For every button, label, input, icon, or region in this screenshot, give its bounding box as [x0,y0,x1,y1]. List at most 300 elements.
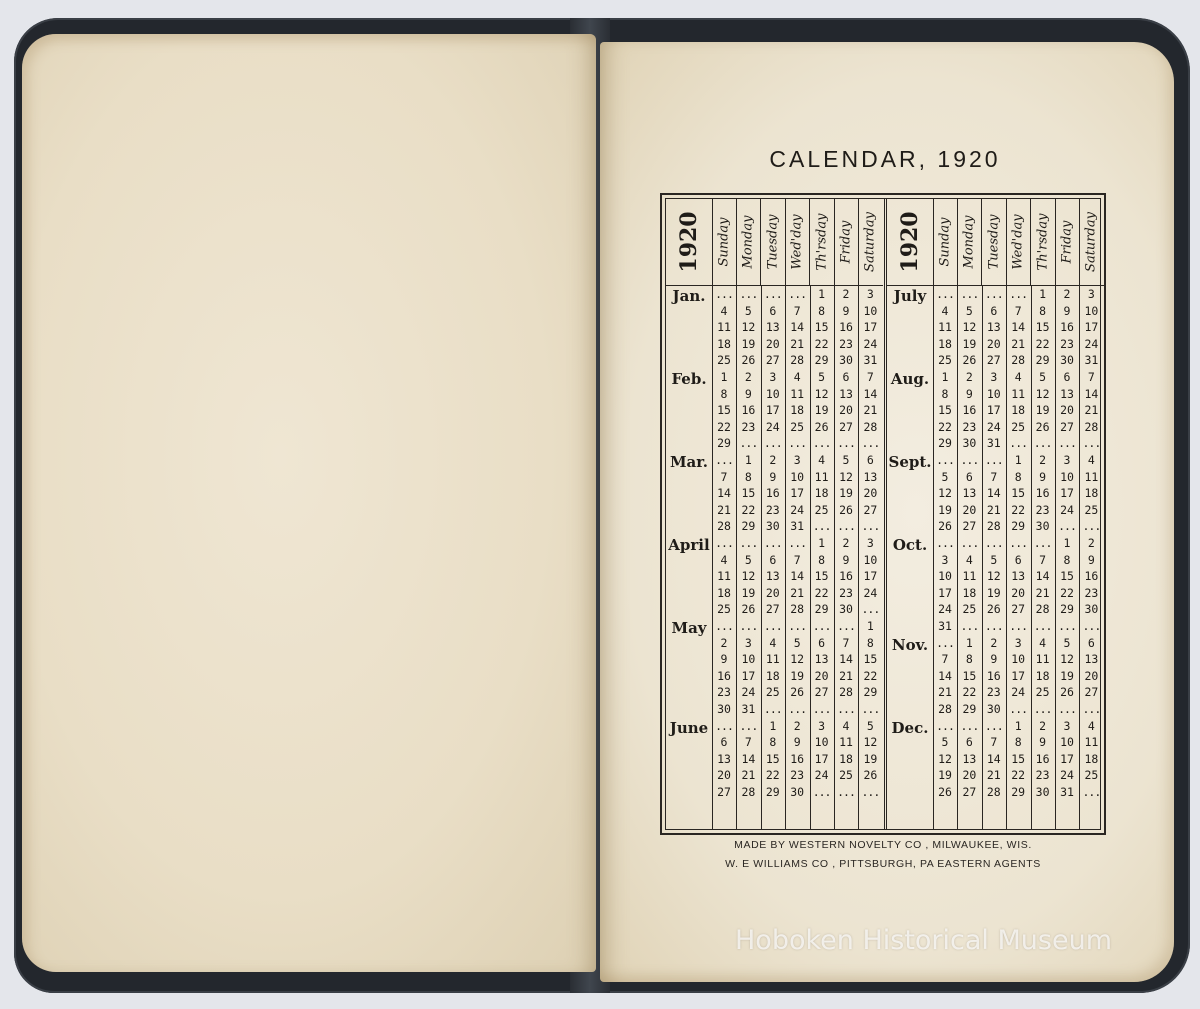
day-number: 20 [839,403,853,418]
day-number: 8 [1014,735,1022,750]
day-number: 9 [744,386,752,401]
day-number: 8 [965,652,973,667]
day-header-label: Sunday [937,217,953,267]
maker-imprint: MADE BY WESTERN NOVELTY CO , MILWAUKEE, WIS. [734,839,1032,851]
day-number: 28 [938,702,952,716]
day-number: 10 [986,386,1001,401]
day-number: 6 [1087,635,1095,650]
day-number: 22 [814,585,829,600]
day-header-wedday [785,199,810,285]
day-number: 10 [1084,303,1099,318]
day-number: 25 [1084,768,1099,783]
day-number: 31 [741,702,756,716]
day-number: 15 [1060,569,1074,584]
day-number: 27 [765,602,780,617]
day-header-label: Th'rsday [814,213,830,271]
day-number: 11 [717,320,731,335]
day-number: ... [715,718,733,733]
day-number: 21 [938,685,952,700]
day-number: 14 [1011,320,1026,335]
day-number: ... [837,785,855,799]
day-number: 15 [1011,486,1026,501]
day-number: 15 [1011,751,1026,766]
day-number: ... [763,436,782,451]
day-number: 30 [1084,602,1099,617]
day-number: 23 [1084,585,1099,600]
day-number: ... [1082,785,1101,799]
day-number: ... [984,287,1003,301]
day-number: 7 [1087,370,1095,384]
day-number: 25 [717,353,731,368]
day-number: 29 [1060,602,1074,617]
day-number: 17 [814,751,829,766]
day-number: 21 [790,585,805,600]
day-number: 26 [814,419,829,434]
day-number: ... [1009,436,1028,451]
day-number: 28 [839,685,853,700]
day-number: 22 [1011,502,1026,517]
day-number: ... [1082,436,1101,451]
day-number: 10 [863,303,878,318]
day-number: 22 [938,419,952,434]
day-number: 6 [769,303,777,318]
day-number: 20 [765,336,780,351]
day-number: 8 [1039,303,1047,318]
day-number: 15 [863,652,878,667]
day-number: 3 [793,453,801,467]
day-number: 24 [790,502,805,517]
day-number: 1 [941,370,949,384]
day-number: ... [1033,536,1052,550]
day-number: 9 [1039,735,1047,750]
day-number: 4 [842,718,850,733]
day-number: 7 [720,469,728,484]
day-number: 9 [965,386,973,401]
day-number: 2 [769,453,777,467]
day-number: 30 [839,602,853,617]
day-number: ... [960,287,979,301]
day-number: 1 [1014,453,1022,467]
day-number: 24 [938,602,952,617]
day-number: 11 [790,386,805,401]
day-number: 27 [814,685,829,700]
day-number: 10 [765,386,780,401]
day-number: 6 [769,552,777,567]
day-number: 27 [986,353,1001,368]
day-number: 15 [1035,320,1050,335]
day-number: 15 [814,320,829,335]
day-number: 12 [986,569,1001,584]
day-number: 21 [790,336,805,351]
day-header-label: Saturday [1083,212,1099,272]
day-number: 17 [1060,751,1074,766]
day-number: 28 [717,519,731,534]
day-number: 3 [866,536,874,550]
day-number: ... [739,718,758,733]
day-number: 31 [790,519,805,534]
day-number: 2 [793,718,801,733]
day-number: 16 [717,668,731,683]
day-number: 3 [866,287,874,301]
day-number: 26 [986,602,1001,617]
day-number: 12 [839,469,853,484]
day-number: 25 [839,768,853,783]
day-number: 7 [866,370,874,384]
day-number: 11 [1011,386,1026,401]
day-number: 3 [990,370,998,384]
day-number: 3 [1014,635,1022,650]
day-number: ... [1009,702,1028,716]
day-number: 4 [720,303,728,318]
day-number: 1 [720,370,728,384]
day-number: 18 [938,336,952,351]
day-number: 13 [863,469,878,484]
day-number: 2 [1087,536,1095,550]
day-number: 4 [769,635,777,650]
month-label: April [668,536,710,554]
calendar-table [665,198,1101,830]
day-number: ... [1009,619,1028,633]
day-number: 29 [741,519,756,534]
first-half-header [666,199,883,286]
day-header-wedday [1006,199,1031,285]
day-number: 20 [765,585,780,600]
day-number: 1 [1063,536,1071,550]
day-header-label: Wed'day [1010,214,1026,270]
day-number: 11 [839,735,853,750]
day-number: 2 [1063,287,1071,301]
day-number: 15 [717,403,731,418]
day-number: 4 [1039,635,1047,650]
day-number: 24 [863,336,878,351]
day-number: 10 [938,569,952,584]
day-number: 5 [866,718,874,733]
day-number: 12 [741,320,756,335]
day-number: 21 [717,502,731,517]
day-number: 9 [1087,552,1095,567]
day-number: 23 [986,685,1001,700]
day-header-label: Friday [838,220,854,264]
day-number: ... [960,718,979,733]
day-number: 3 [1063,453,1071,467]
day-number: 28 [1035,602,1050,617]
day-number: 29 [938,436,952,451]
day-number: 28 [1084,419,1099,434]
day-number: 6 [866,453,874,467]
day-number: ... [1009,536,1028,550]
day-number: 14 [790,320,805,335]
day-number: 26 [962,353,977,368]
day-number: 25 [1035,685,1050,700]
month-label: Dec. [891,718,929,737]
day-number: 16 [1060,320,1074,335]
day-number: ... [1058,436,1076,451]
day-number: 31 [863,353,878,368]
day-number: 30 [717,702,731,716]
day-number: 18 [962,585,977,600]
day-number: 14 [1084,386,1099,401]
day-number: 9 [720,652,728,667]
month-label: Mar. [669,453,709,471]
day-number: 12 [938,751,952,766]
day-header-label: Wed'day [789,214,805,270]
day-number: ... [1058,702,1076,716]
day-header-label: Monday [740,215,756,269]
day-number: 18 [1035,668,1050,683]
day-number: 21 [1084,403,1099,418]
day-number: 29 [962,702,977,716]
day-number: ... [837,519,855,534]
day-number: 14 [863,386,878,401]
day-number: ... [984,718,1003,733]
day-number: 19 [790,668,805,683]
day-number: 23 [1035,768,1050,783]
day-number: ... [1058,519,1076,534]
day-number: 2 [720,635,728,650]
day-number: 29 [1011,519,1026,534]
day-number: 8 [941,386,949,401]
day-header-sunday [933,199,958,285]
day-number: 18 [717,585,731,600]
day-number: 23 [839,585,853,600]
day-number: 5 [941,735,949,750]
day-number: 4 [941,303,949,318]
day-number: 25 [1084,502,1099,517]
day-number: 29 [814,602,829,617]
day-number: 22 [717,419,731,434]
day-number: 4 [1087,718,1095,733]
day-number: 18 [839,751,853,766]
day-number: 29 [814,353,829,368]
day-number: 6 [965,469,973,484]
day-number: ... [788,619,807,633]
day-number: 4 [1087,453,1095,467]
day-number: 5 [818,370,826,384]
day-number: 29 [765,785,780,799]
day-number: 1 [866,619,874,633]
day-number: ... [812,619,831,633]
day-number: ... [861,436,880,451]
day-number: 19 [986,585,1001,600]
day-number: 7 [1039,552,1047,567]
day-number: 23 [765,502,780,517]
day-number: 17 [765,403,780,418]
day-number: 9 [990,652,998,667]
day-number: 5 [744,552,752,567]
day-number: 24 [1011,685,1026,700]
day-header-sunday [712,199,737,285]
day-number: 22 [765,768,780,783]
day-number: 2 [1039,718,1047,733]
day-number: 29 [863,685,878,700]
day-header-label: Sunday [716,217,732,267]
day-number: 27 [1084,685,1099,700]
day-number: 31 [938,619,952,633]
day-number: ... [1033,619,1052,633]
day-header-friday [834,199,859,285]
day-number: 27 [765,353,780,368]
day-number: 3 [1087,287,1095,301]
day-number: 8 [866,635,874,650]
day-number: 26 [1060,685,1074,700]
day-number: 14 [938,668,952,683]
day-number: 6 [720,735,728,750]
day-number: ... [936,635,954,650]
day-number: 10 [741,652,756,667]
month-label: Aug. [890,370,930,388]
day-number: 14 [790,569,805,584]
month-label: Jan. [672,287,706,305]
day-number: 27 [1060,419,1074,434]
day-number: 28 [741,785,756,799]
day-number: 20 [962,502,977,517]
day-number: 25 [717,602,731,617]
day-number: 12 [790,652,805,667]
day-number: 14 [1035,569,1050,584]
year-label: 1920 [676,211,702,273]
year-label: 1920 [897,211,923,273]
day-number: 6 [990,303,998,318]
day-number: 3 [818,718,826,733]
calendar-half-jan-june [666,199,883,829]
day-number: 17 [790,486,805,501]
day-number: 4 [720,552,728,567]
day-number: ... [788,702,807,716]
day-number: 24 [1084,336,1099,351]
day-number: 12 [1035,386,1050,401]
day-number: 15 [938,403,952,418]
day-number: 7 [990,735,998,750]
day-number: 13 [765,320,780,335]
day-number: 20 [962,768,977,783]
day-number: 12 [814,386,829,401]
day-number: ... [1009,287,1028,301]
day-number: ... [715,619,733,633]
day-number: 26 [938,785,952,799]
day-number: 5 [842,453,850,467]
day-number: 17 [938,585,952,600]
day-number: 31 [1084,353,1099,368]
day-header-label: Saturday [862,212,878,272]
day-number: 11 [717,569,731,584]
day-number: 17 [1084,320,1099,335]
day-number: 11 [814,469,829,484]
day-number: 30 [1060,353,1074,368]
day-number: 10 [1060,735,1074,750]
day-number: 12 [741,569,756,584]
day-number: 18 [1084,751,1099,766]
day-number: 23 [1035,502,1050,517]
day-number: 21 [1035,585,1050,600]
day-number: ... [837,619,855,633]
day-number: 8 [1014,469,1022,484]
day-number: 7 [990,469,998,484]
day-number: 23 [741,419,756,434]
day-number: 22 [741,502,756,517]
day-number: 18 [814,486,829,501]
day-number: 26 [741,602,756,617]
day-number: 16 [986,668,1001,683]
day-number: 5 [744,303,752,318]
day-number: 3 [769,370,777,384]
day-number: 1 [744,453,752,467]
day-number: 6 [965,735,973,750]
day-number: 24 [814,768,829,783]
day-number: 13 [839,386,853,401]
day-number: ... [763,287,782,301]
day-number: 8 [1063,552,1071,567]
day-number: 13 [1011,569,1026,584]
day-number: 11 [938,320,952,335]
day-number: ... [861,602,880,617]
day-number: 14 [986,751,1001,766]
day-number: ... [739,287,758,301]
day-number: 11 [1084,735,1099,750]
day-number: 1 [1039,287,1047,301]
day-number: 6 [842,370,850,384]
day-number: 11 [962,569,977,584]
month-label: June [669,718,709,737]
day-number: 13 [962,751,977,766]
day-number: 4 [818,453,826,467]
day-number: 13 [765,569,780,584]
day-number: 8 [769,735,777,750]
day-number: 16 [765,486,780,501]
day-number: 4 [793,370,801,384]
day-number: 22 [814,336,829,351]
day-number: 7 [744,735,752,750]
day-number: 29 [717,436,731,451]
day-number: 19 [1035,403,1050,418]
day-number: 17 [1011,668,1026,683]
day-number: 30 [790,785,805,799]
day-header-tuesday [761,199,786,285]
day-number: 25 [790,419,805,434]
day-number: 2 [1039,453,1047,467]
day-number: 16 [741,403,756,418]
day-number: 19 [863,751,878,766]
day-number: 30 [839,353,853,368]
day-number: 19 [938,502,952,517]
day-number: 26 [741,353,756,368]
day-number: 9 [769,469,777,484]
day-number: 21 [986,502,1001,517]
day-number: ... [1033,436,1052,451]
day-number: 23 [962,419,977,434]
day-number: 4 [1014,370,1022,384]
day-number: 22 [863,668,878,683]
day-number: 4 [965,552,973,567]
day-number: 21 [839,668,853,683]
day-number: ... [837,702,855,716]
day-number: ... [936,453,954,467]
day-number: 30 [962,436,977,451]
day-number: 27 [962,519,977,534]
day-header-monday [957,199,982,285]
day-number: 21 [1011,336,1026,351]
day-number: ... [861,785,880,799]
day-number: 7 [793,552,801,567]
day-number: 27 [863,502,878,517]
day-number: 24 [741,685,756,700]
day-number: ... [812,702,831,716]
day-number: 8 [818,552,826,567]
day-header-label: Tuesday [765,214,781,270]
day-number: 20 [814,668,829,683]
day-number: 23 [717,685,731,700]
day-number: 24 [986,419,1001,434]
day-number: 16 [839,320,853,335]
